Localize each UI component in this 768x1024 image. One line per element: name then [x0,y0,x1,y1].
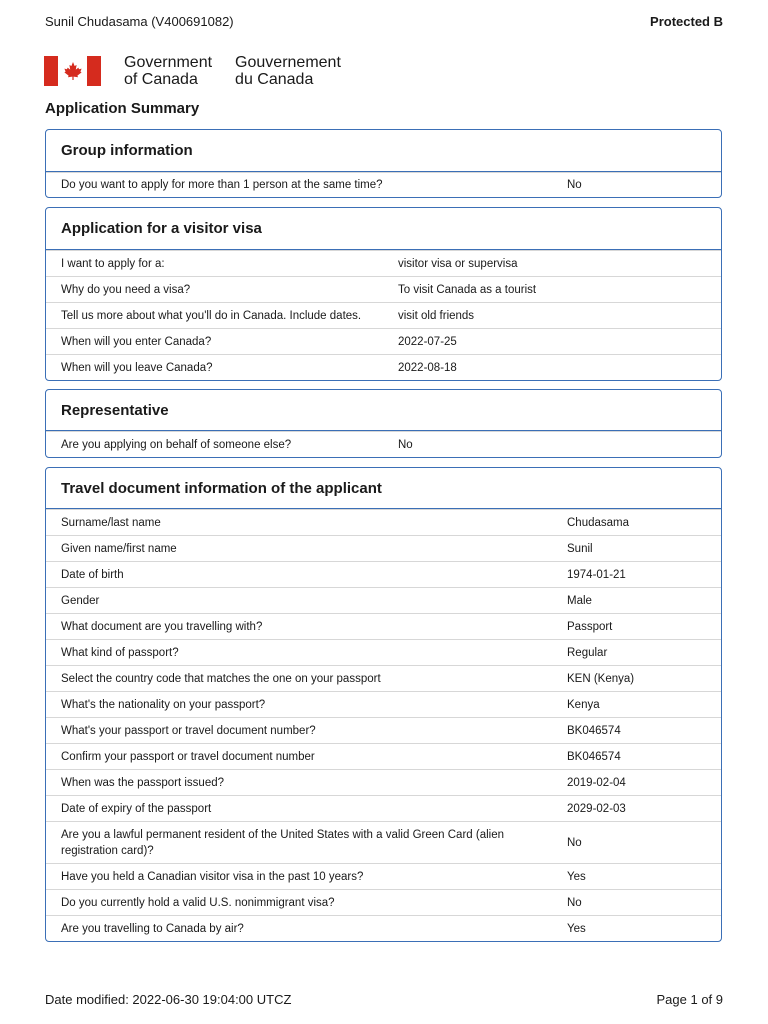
answer: Sunil [567,542,593,555]
answer: Yes [567,922,586,935]
section-visitor-visa [45,207,722,381]
question: What's your passport or travel document number? [61,724,316,737]
table-row [46,172,721,197]
answer: No [567,896,582,909]
section-title: Application for a visitor visa [46,208,721,250]
table-row [46,509,721,535]
table-row [46,431,721,457]
table-row [46,328,721,354]
question: When will you enter Canada? [61,335,212,348]
question: Do you want to apply for more than 1 person at the same time? [61,179,383,191]
answer: KEN (Kenya) [567,672,635,685]
applicant-name: Sunil Chudasama (V400691082) [45,14,234,29]
answer: visitor visa or supervisa [398,257,518,270]
question: Are you travelling to Canada by air? [61,922,244,935]
answer: No [567,179,582,191]
date-modified: Date modified: 2022-06-30 19:04:00 UTCZ [45,992,292,1007]
page-footer [45,992,723,1007]
question: Do you currently hold a valid U.S. nonimmigrant visa? [61,896,335,909]
table-row [46,717,721,743]
table-row [46,863,721,889]
question: What document are you travelling with? [61,620,263,633]
table-row [46,587,721,613]
table-row [46,276,721,302]
table-row [46,769,721,795]
answer: BK046574 [567,724,621,737]
answer: Passport [567,620,613,633]
table-row [46,665,721,691]
answer: 1974-01-21 [567,568,626,581]
section-representative [45,389,722,458]
table-row [46,795,721,821]
question: What's the nationality on your passport? [61,698,266,711]
section-title: Representative [46,390,721,431]
answer: 2029-02-03 [567,802,626,815]
question: Date of expiry of the passport [61,802,212,815]
page-number: Page 1 of 9 [656,992,723,1007]
answer: Yes [567,870,586,883]
question: Confirm your passport or travel document number [61,750,315,763]
canada-flag-icon [44,56,101,86]
government-wordmark-en: Government of Canada [124,54,213,88]
question: What kind of passport? [61,646,179,659]
question: I want to apply for a: [61,257,165,270]
government-signature [44,54,341,88]
answer: BK046574 [567,750,621,763]
section-title: Group information [46,130,721,172]
question: Given name/first name [61,542,177,555]
table-row [46,915,721,941]
table-row [46,561,721,587]
section-travel-document [45,467,722,942]
table-row [46,743,721,769]
table-row [46,639,721,665]
question: Tell us more about what you'll do in Canada. Include dates. [61,309,362,322]
answer: 2019-02-04 [567,776,626,789]
question: Gender [61,594,100,607]
question: When will you leave Canada? [61,361,213,374]
question: Select the country code that matches the one on your passport [61,672,381,685]
answer: Chudasama [567,516,630,529]
answer: No [398,438,413,451]
table-row [46,250,721,276]
question: Why do you need a visa? [61,283,191,296]
answer: Kenya [567,698,600,711]
section-title: Travel document information of the applicant [46,468,721,509]
table-row [46,889,721,915]
answer: 2022-08-18 [398,361,457,374]
question: Are you applying on behalf of someone else? [61,438,292,451]
section-group-information [45,129,722,198]
table-row [46,613,721,639]
table-row [46,302,721,328]
table-row [46,354,721,380]
question: Have you held a Canadian visitor visa in the past 10 years? [61,870,364,883]
top-bar [45,14,723,29]
answer: To visit Canada as a tourist [398,283,537,296]
question: Date of birth [61,568,124,581]
government-wordmark-fr: Gouvernement du Canada [235,54,341,88]
answer: Regular [567,646,608,659]
answer: visit old friends [398,309,475,322]
classification-label: Protected B [650,14,723,29]
answer: No [567,836,582,849]
table-row [46,821,721,863]
answer: Male [567,594,592,607]
table-row [46,535,721,561]
page-title: Application Summary [45,100,200,117]
answer: 2022-07-25 [398,335,457,348]
question: Are you a lawful permanent resident of the United States with a valid Green Card (alien registration card)? [61,828,504,857]
question: When was the passport issued? [61,776,225,789]
table-row [46,691,721,717]
question: Surname/last name [61,516,161,529]
